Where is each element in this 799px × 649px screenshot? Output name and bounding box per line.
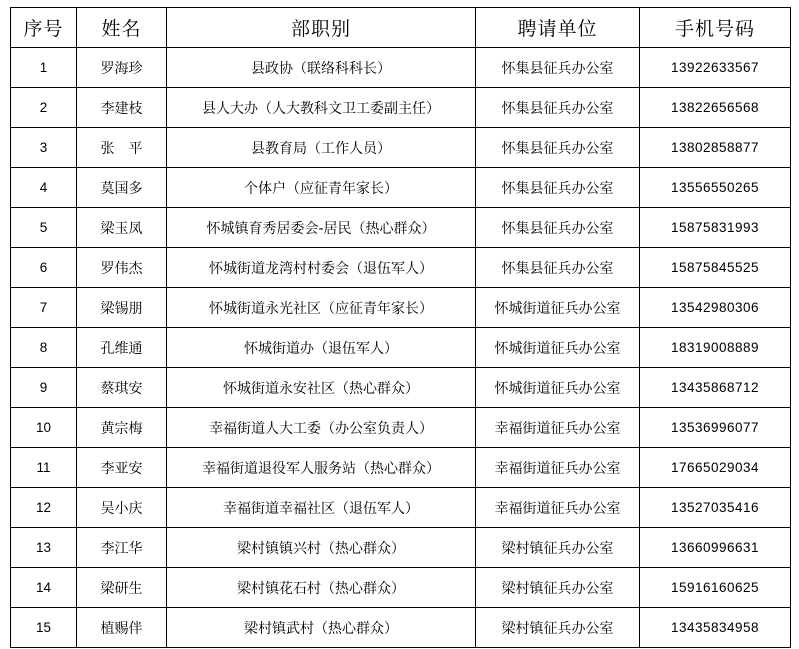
cell-index: 12 (11, 488, 77, 528)
header-employer: 聘请单位 (476, 8, 640, 48)
table-header (11, 8, 791, 48)
cell-index: 13 (11, 528, 77, 568)
cell-index: 4 (11, 168, 77, 208)
cell-name: 吴小庆 (77, 488, 167, 528)
cell-employer: 怀集县征兵办公室 (476, 88, 640, 128)
cell-phone: 13435834958 (640, 608, 791, 648)
table-row (11, 568, 791, 608)
cell-name: 李建枝 (77, 88, 167, 128)
cell-position: 怀城镇育秀居委会-居民（热心群众） (167, 208, 476, 248)
cell-name: 孔维通 (77, 328, 167, 368)
table-row (11, 288, 791, 328)
cell-name: 李亚安 (77, 448, 167, 488)
table-row (11, 608, 791, 648)
cell-name: 罗伟杰 (77, 248, 167, 288)
cell-employer: 怀集县征兵办公室 (476, 128, 640, 168)
cell-index: 2 (11, 88, 77, 128)
cell-name: 梁玉凤 (77, 208, 167, 248)
cell-employer: 怀集县征兵办公室 (476, 248, 640, 288)
header-phone: 手机号码 (640, 8, 791, 48)
cell-name: 黄宗梅 (77, 408, 167, 448)
roster-table (10, 7, 791, 648)
cell-name: 罗海珍 (77, 48, 167, 88)
table-row (11, 368, 791, 408)
cell-position: 幸福街道人大工委（办公室负责人） (167, 408, 476, 448)
table-body (11, 48, 791, 648)
header-name: 姓名 (77, 8, 167, 48)
cell-position: 怀城街道办（退伍军人） (167, 328, 476, 368)
cell-index: 7 (11, 288, 77, 328)
cell-name: 植赐伴 (77, 608, 167, 648)
cell-position: 梁村镇镇兴村（热心群众） (167, 528, 476, 568)
cell-index: 15 (11, 608, 77, 648)
cell-employer: 梁村镇征兵办公室 (476, 528, 640, 568)
cell-index: 10 (11, 408, 77, 448)
cell-index: 6 (11, 248, 77, 288)
cell-employer: 怀集县征兵办公室 (476, 48, 640, 88)
cell-position: 幸福街道退役军人服务站（热心群众） (167, 448, 476, 488)
table-row (11, 528, 791, 568)
cell-employer: 怀城街道征兵办公室 (476, 328, 640, 368)
cell-position: 梁村镇花石村（热心群众） (167, 568, 476, 608)
cell-position: 怀城街道龙湾村村委会（退伍军人） (167, 248, 476, 288)
cell-phone: 13822656568 (640, 88, 791, 128)
cell-position: 幸福街道幸福社区（退伍军人） (167, 488, 476, 528)
table-row (11, 48, 791, 88)
cell-employer: 梁村镇征兵办公室 (476, 608, 640, 648)
cell-employer: 幸福街道征兵办公室 (476, 408, 640, 448)
cell-name: 梁研生 (77, 568, 167, 608)
cell-phone: 13660996631 (640, 528, 791, 568)
cell-index: 5 (11, 208, 77, 248)
cell-name: 张 平 (77, 128, 167, 168)
cell-phone: 17665029034 (640, 448, 791, 488)
cell-position: 县政协（联络科科长） (167, 48, 476, 88)
cell-name: 莫国多 (77, 168, 167, 208)
table-row (11, 208, 791, 248)
header-position: 部职别 (167, 8, 476, 48)
cell-position: 县人大办（人大教科文卫工委副主任） (167, 88, 476, 128)
table-row (11, 248, 791, 288)
cell-employer: 幸福街道征兵办公室 (476, 488, 640, 528)
cell-phone: 13922633567 (640, 48, 791, 88)
table-row (11, 448, 791, 488)
header-index: 序号 (11, 8, 77, 48)
cell-index: 9 (11, 368, 77, 408)
cell-employer: 怀城街道征兵办公室 (476, 288, 640, 328)
cell-phone: 15875831993 (640, 208, 791, 248)
cell-employer: 怀城街道征兵办公室 (476, 368, 640, 408)
cell-employer: 梁村镇征兵办公室 (476, 568, 640, 608)
cell-phone: 13542980306 (640, 288, 791, 328)
table-row (11, 488, 791, 528)
cell-name: 李江华 (77, 528, 167, 568)
cell-name: 梁锡朋 (77, 288, 167, 328)
table-row (11, 328, 791, 368)
cell-index: 14 (11, 568, 77, 608)
table-row (11, 168, 791, 208)
cell-position: 梁村镇武村（热心群众） (167, 608, 476, 648)
header-row (11, 8, 791, 48)
table-row (11, 88, 791, 128)
cell-phone: 13802858877 (640, 128, 791, 168)
cell-employer: 怀集县征兵办公室 (476, 208, 640, 248)
cell-phone: 13536996077 (640, 408, 791, 448)
table-row (11, 128, 791, 168)
cell-position: 个体户（应征青年家长） (167, 168, 476, 208)
cell-phone: 13556550265 (640, 168, 791, 208)
cell-index: 1 (11, 48, 77, 88)
cell-employer: 怀集县征兵办公室 (476, 168, 640, 208)
cell-employer: 幸福街道征兵办公室 (476, 448, 640, 488)
cell-position: 怀城街道永光社区（应征青年家长） (167, 288, 476, 328)
cell-phone: 15916160625 (640, 568, 791, 608)
cell-phone: 15875845525 (640, 248, 791, 288)
table-row (11, 408, 791, 448)
cell-name: 蔡琪安 (77, 368, 167, 408)
cell-phone: 13435868712 (640, 368, 791, 408)
cell-index: 8 (11, 328, 77, 368)
cell-phone: 18319008889 (640, 328, 791, 368)
cell-index: 3 (11, 128, 77, 168)
cell-position: 县教育局（工作人员） (167, 128, 476, 168)
cell-phone: 13527035416 (640, 488, 791, 528)
cell-position: 怀城街道永安社区（热心群众） (167, 368, 476, 408)
cell-index: 11 (11, 448, 77, 488)
